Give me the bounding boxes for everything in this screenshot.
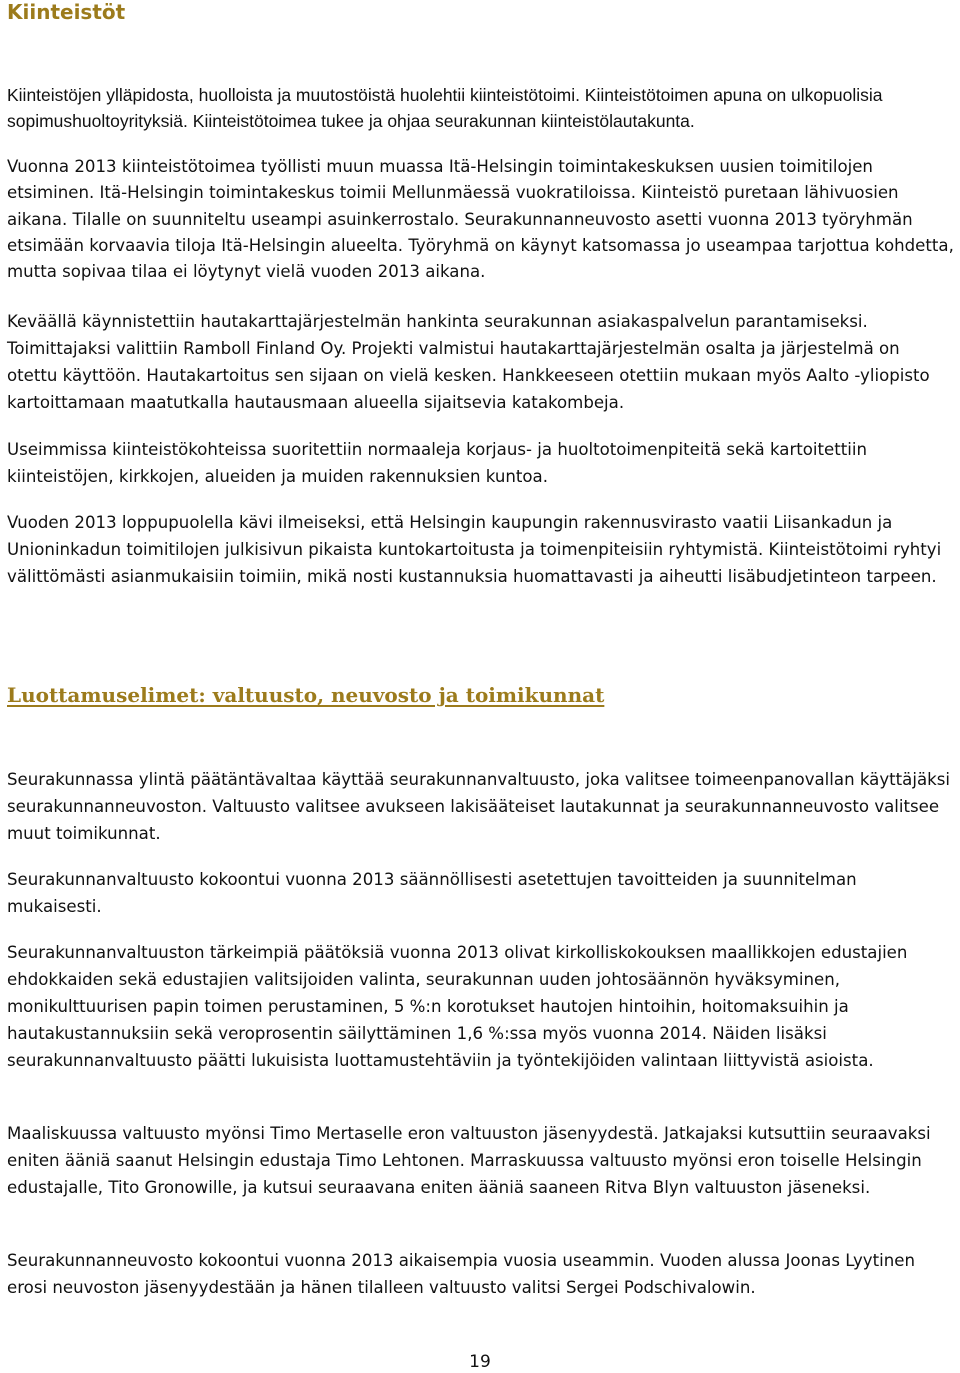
paragraph-repairs: Useimmissa kiinteistökohteissa suoritettiin normaaleja korjaus- ja huoltotoimenpiteitä sekä kartoitettiin kiinteistöjen, kirkkojen, alueiden ja muiden rakennuksien kuntoa. [7, 440, 868, 486]
paragraph-council-meetings: Seurakunnanvaltuusto kokoontui vuonna 2013 säännöllisesti asetettujen tavoitteiden ja suunnitelman mukaisesti. [7, 870, 857, 916]
paragraph-council-overview: Seurakunnassa ylintä päätäntävaltaa käyttää seurakunnanvaltuusto, joka valitsee toimeenpanovallan käyttäjäksi seurakunnanneuvoston. Valtuusto valitsee avukseen lakisääteiset lautakunnat ja seurakunnanneuvosto valitsee muut toimikunnat. [7, 770, 950, 843]
section-heading-luottamuselimet: Luottamuselimet: valtuusto, neuvosto ja toimikunnat [7, 683, 605, 707]
paragraph-facade-inspection: Vuoden 2013 loppupuolella kävi ilmeiseksi, että Helsingin kaupungin rakennusvirasto vaatii Liisankadun ja Unioninkadun toimitilojen julkisivun pikaista kuntokartoitusta ja toimenpiteisiin ryhtymistä. Kiinteistötoimi ryhtyi välittömästi asianmukaisiin toimiin, mikä nosti kustannuksia huomattavasti ja aiheutti lisäbudjetinteon tarpeen. [7, 513, 942, 586]
paragraph-key-decisions: Seurakunnanvaltuuston tärkeimpiä päätöksiä vuonna 2013 olivat kirkolliskokouksen maallikkojen edustajien ehdokkaiden sekä edustajien valitsijoiden valinta, seurakunnan uuden johtosäännön hyväksyminen, monikulttuurisen papin toimen perustaminen, 5 %:n korotukset hautojen hintoihin, hoitomaksuihin ja hautakustannuksiin sekä veroprosentin säilyttäminen 1,6 %:ssa myös vuonna 2014. Näiden lisäksi seurakunnanvaltuusto päätti lukuisista luottamustehtäviin ja työntekijöiden valintaan liittyvistä asioista. [7, 943, 908, 1070]
page-number: 19 [469, 1352, 491, 1372]
section-heading-kiinteistot: Kiinteistöt [7, 0, 126, 24]
paragraph-board-meetings: Seurakunnanneuvosto kokoontui vuonna 2013 aikaisempia vuosia useammin. Vuoden alussa Joonas Lyytinen erosi neuvoston jäsenyydestään ja hänen tilalleen valtuusto valitsi Sergei Podschivalowin. [7, 1251, 915, 1297]
paragraph-ita-helsinki-premises: Vuonna 2013 kiinteistötoimea työllisti muun muassa Itä-Helsingin toimintakeskuksen uusien toimitilojen etsiminen. Itä-Helsingin toimintakeskus toimii Mellunmäessä vuokratiloissa. Kiinteistö puretaan lähivuosien aikana. Tilalle on suunniteltu useampi asuinkerrostalo. Seurakunnanneuvosto asetti vuonna 2013 työryhmän etsimään korvaavia tiloja Itä-Helsingin alueelta. Työryhmä on käynyt katsomassa jo useampaa tarjottua kohdetta, mutta sopivaa tilaa ei löytynyt vielä vuoden 2013 aikana. [7, 157, 954, 282]
paragraph-membership-changes: Maaliskuussa valtuusto myönsi Timo Mertaselle eron valtuuston jäsenyydestä. Jatkajaksi kutsuttiin seuraavaksi eniten ääniä saanut Helsingin edustaja Timo Lehtonen. Marraskuussa valtuusto myönsi eron toiselle Helsingin edustajalle, Tito Gronowille, ja kutsui seuraavana eniten ääniä saaneen Ritva Blyn valtuuston jäseneksi. [7, 1124, 931, 1197]
paragraph-grave-map-system: Keväällä käynnistettiin hautakarttajärjestelmän hankinta seurakunnan asiakaspalvelun parantamiseksi. Toimittajaksi valittiin Ramboll Finland Oy. Projekti valmistui hautakarttajärjestelmän osalta ja järjestelmä on otettu käyttöön. Hautakartoitus sen sijaan on vielä kesken. Hankkeeseen otettiin mukaan myös Aalto -yliopisto kartoittamaan maatutkalla hautausmaan alueella sijaitsevia katakombeja. [7, 312, 930, 412]
paragraph-maintenance: Kiinteistöjen ylläpidosta, huolloista ja muutostöistä huolehtii kiinteistötoimi. Kiinteistötoimen apuna on ulkopuolisia sopimushuoltoyrityksiä. Kiinteistötoimea tukee ja ohjaa seurakunnan kiinteistölautakunta. [7, 85, 883, 131]
